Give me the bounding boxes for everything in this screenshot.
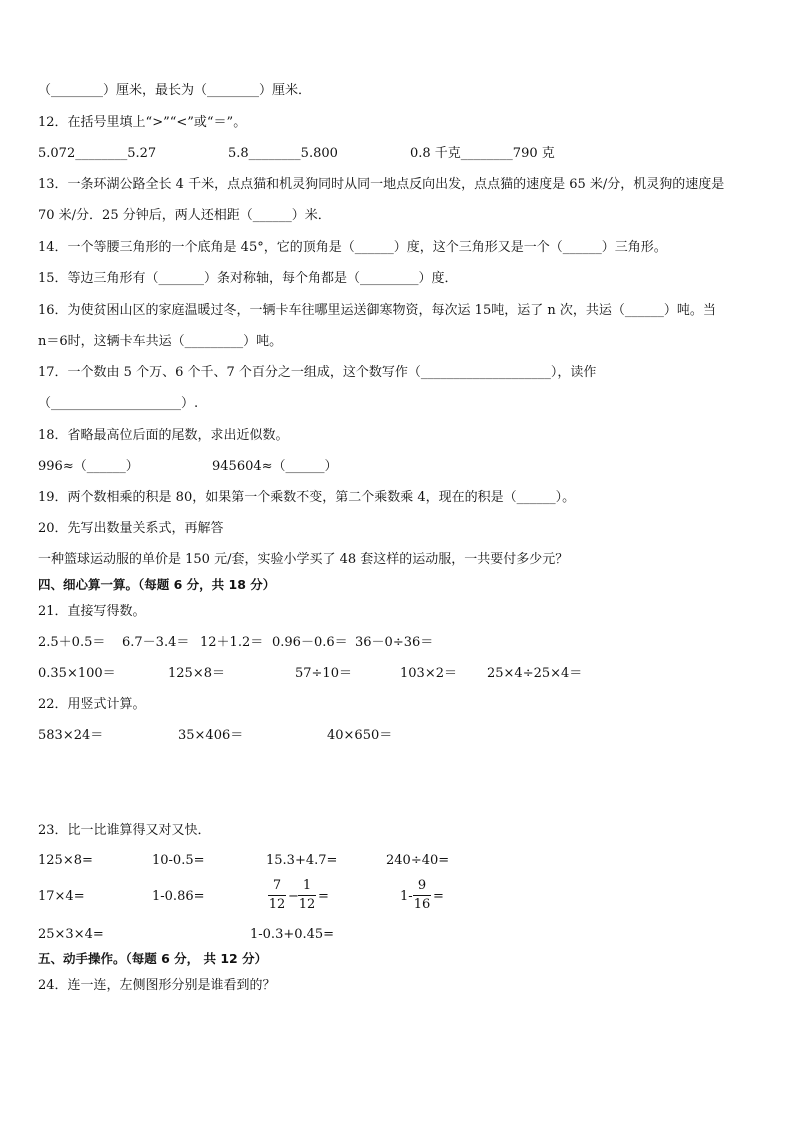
q21-item: 125×8＝	[168, 666, 225, 681]
fraction-bar	[413, 895, 431, 896]
q13-line-1: 13．一条环湖公路全长 4 千米，点点猫和机灵狗同时从同一地点反向出发，点点猫的速度是 65 米/分，机灵狗的速度是	[38, 177, 725, 192]
q21-item: 0.35×100＝	[38, 666, 116, 681]
minus-sign: −	[288, 889, 299, 904]
q23-prompt: 23．比一比谁算得又对又快．	[38, 823, 211, 838]
q21-item: 25×4÷25×4＝	[487, 666, 583, 681]
one-minus: 1-	[400, 889, 413, 904]
section-5-heading: 五、动手操作。（每题 6 分， 共 12 分）	[38, 951, 268, 966]
numerator: 9	[417, 878, 427, 893]
q23-item: 1-0.86=	[152, 889, 205, 904]
fraction-bar	[298, 895, 316, 896]
q16-line-1: 16．为使贫困山区的家庭温暖过冬，一辆卡车往哪里运送御寒物资，每次运 15吨，运了 n 次，共运（______）吨。当	[38, 303, 716, 318]
q21-item: 57÷10＝	[295, 666, 352, 681]
q23-item: 1-0.3+0.45=	[250, 927, 335, 942]
q12-item-3: 0.8 千克________790 克	[410, 146, 555, 161]
q22-item: 35×406＝	[178, 728, 244, 743]
q12-item-1: 5.072________5.27	[38, 146, 157, 161]
q23-fraction-1	[266, 878, 288, 913]
q22-prompt: 22．用竖式计算。	[38, 697, 146, 712]
denominator: 12	[268, 897, 286, 912]
q20-problem: 一种篮球运动服的单价是 150 元/套，实验小学买了 48 套这样的运动服，一共要付多少元？	[38, 552, 569, 567]
equals-sign: =	[433, 889, 444, 904]
q12-item-2: 5.8________5.800	[228, 146, 338, 161]
q17-line-2: （____________________）.	[38, 396, 199, 411]
q17-line-1: 17．一个数由 5 个万、6 个千、7 个百分之一组成，这个数写作（____________________），读作	[38, 365, 597, 380]
denominator: 12	[298, 897, 316, 912]
denominator: 16	[413, 897, 431, 912]
q20-prompt: 20．先写出数量关系式，再解答	[38, 521, 224, 536]
q18-prompt: 18．省略最高位后面的尾数，求出近似数。	[38, 428, 289, 443]
q23-item: 15.3+4.7=	[266, 853, 338, 868]
q13-line-2: 70 米/分．25 分钟后，两人还相距（______）米．	[38, 208, 331, 223]
q23-fraction-2	[296, 878, 318, 913]
q24-prompt: 24．连一连，左侧图形分别是谁看到的？	[38, 978, 276, 993]
q15: 15．等边三角形有（_______）条对称轴，每个角都是（_________）度．	[38, 271, 458, 286]
numerator: 7	[272, 878, 282, 893]
section-4-heading: 四、细心算一算。（每题 6 分，共 18 分）	[38, 577, 276, 592]
q21-item: 6.7－3.4＝	[122, 635, 190, 650]
q14: 14．一个等腰三角形的一个底角是 45°，它的顶角是（______）度，这个三角形又是一个（______）三角形。	[38, 240, 667, 255]
q12-prompt: 12．在括号里填上“>”“<”或“＝”。	[38, 115, 247, 130]
q21-prompt: 21．直接写得数。	[38, 604, 146, 619]
q22-item: 40×650＝	[327, 728, 393, 743]
q23-item: 10-0.5=	[152, 853, 205, 868]
q21-item: 36－0÷36＝	[355, 635, 434, 650]
equals-sign: =	[318, 889, 329, 904]
fraction-bar	[268, 895, 286, 896]
q21-item: 12＋1.2＝	[200, 635, 264, 650]
q18-item-2: 945604≈（______）	[212, 459, 338, 474]
q21-item: 2.5＋0.5＝	[38, 635, 106, 650]
q19: 19．两个数相乘的积是 80，如果第一个乘数不变，第二个乘数乘 4，现在的积是（______）。	[38, 490, 576, 505]
q21-item: 103×2＝	[400, 666, 457, 681]
q23-item: 125×8=	[38, 853, 93, 868]
q23-item: 25×3×4=	[38, 927, 104, 942]
q16-line-2: n＝6时，这辆卡车共运（_________）吨。	[38, 334, 283, 349]
q23-item: 240÷40=	[386, 853, 450, 868]
q22-item: 583×24＝	[38, 728, 104, 743]
q21-item: 0.96－0.6＝	[272, 635, 348, 650]
q18-item-1: 996≈（______）	[38, 459, 139, 474]
numerator: 1	[302, 878, 312, 893]
q23-fraction-3	[411, 878, 433, 913]
line-11-tail: （________）厘米，最长为（________）厘米．	[38, 83, 312, 98]
q23-item: 17×4=	[38, 889, 85, 904]
